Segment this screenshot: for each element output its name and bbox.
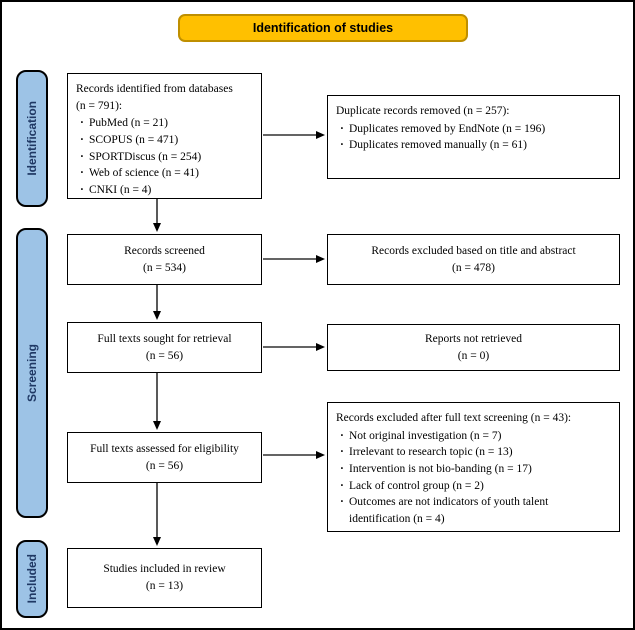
duplicates-item: · Duplicates removed manually (n = 61) <box>336 137 611 154</box>
database-item: · SPORTDiscus (n = 254) <box>76 149 253 166</box>
excluded-fulltext-item: · Irrelevant to research topic (n = 13) <box>336 444 611 461</box>
diagram-title: Identification of studies <box>252 21 394 35</box>
stage-text-identification: Identification <box>25 101 39 176</box>
node-studies-included <box>67 548 262 608</box>
node-excluded-fulltext <box>327 402 620 532</box>
fulltexts-assessed-line2: (n = 56) <box>145 459 184 472</box>
node-records-identified <box>67 73 262 199</box>
records-screened-line1: Records screened <box>124 244 205 257</box>
excluded-fulltext-item: · Lack of control group (n = 2) <box>336 478 611 495</box>
records-identified-line1: Records identified from databases <box>76 83 233 95</box>
reports-not-retrieved-line1: Reports not retrieved <box>424 332 523 345</box>
stage-label-screening <box>16 228 48 518</box>
node-records-screened <box>67 234 262 285</box>
diagram-title-banner <box>178 14 468 42</box>
database-item: · SCOPUS (n = 471) <box>76 132 253 149</box>
studies-included-line2: (n = 13) <box>145 580 184 592</box>
fulltexts-sought-line2: (n = 56) <box>145 349 184 362</box>
duplicates-item: · Duplicates removed by EndNote (n = 196) <box>336 121 611 138</box>
stage-text-included: Included <box>25 554 39 604</box>
stage-label-identification <box>16 70 48 207</box>
node-reports-not-retrieved <box>327 324 620 371</box>
excluded-fulltext-item: · Intervention is not bio-banding (n = 17) <box>336 461 611 478</box>
node-duplicates-removed <box>327 95 620 179</box>
stage-label-included <box>16 540 48 618</box>
database-item: · PubMed (n = 21) <box>76 115 253 132</box>
duplicates-heading: Duplicate records removed (n = 257): <box>336 105 510 117</box>
node-fulltexts-assessed <box>67 432 262 483</box>
node-excluded-title-abstract <box>327 234 620 285</box>
records-identified-line2: (n = 791): <box>76 99 123 112</box>
database-item: · CNKI (n = 4) <box>76 182 253 199</box>
duplicates-list <box>336 121 611 154</box>
database-item: · Web of science (n = 41) <box>76 165 253 182</box>
excluded-fulltext-heading: Records excluded after full text screening (n = 43): <box>336 412 572 424</box>
records-screened-line2: (n = 534) <box>143 261 186 274</box>
stage-text-screening: Screening <box>25 343 39 403</box>
records-identified-list <box>76 115 253 198</box>
excluded-fulltext-item: · Outcomes are not indicators of youth talent identification (n = 4) <box>336 494 611 527</box>
node-fulltexts-sought <box>67 322 262 373</box>
excluded-fulltext-item: · Not original investigation (n = 7) <box>336 428 611 445</box>
excluded-fulltext-list <box>336 428 611 528</box>
fulltexts-assessed-line1: Full texts assessed for eligibility <box>90 442 239 455</box>
studies-included-line1: Studies included in review <box>103 563 226 576</box>
reports-not-retrieved-line2: (n = 0) <box>457 349 490 362</box>
excluded-title-abstract-line2: (n = 478) <box>452 261 495 274</box>
excluded-title-abstract-line1: Records excluded based on title and abstract <box>371 244 576 257</box>
fulltexts-sought-line1: Full texts sought for retrieval <box>97 332 232 345</box>
